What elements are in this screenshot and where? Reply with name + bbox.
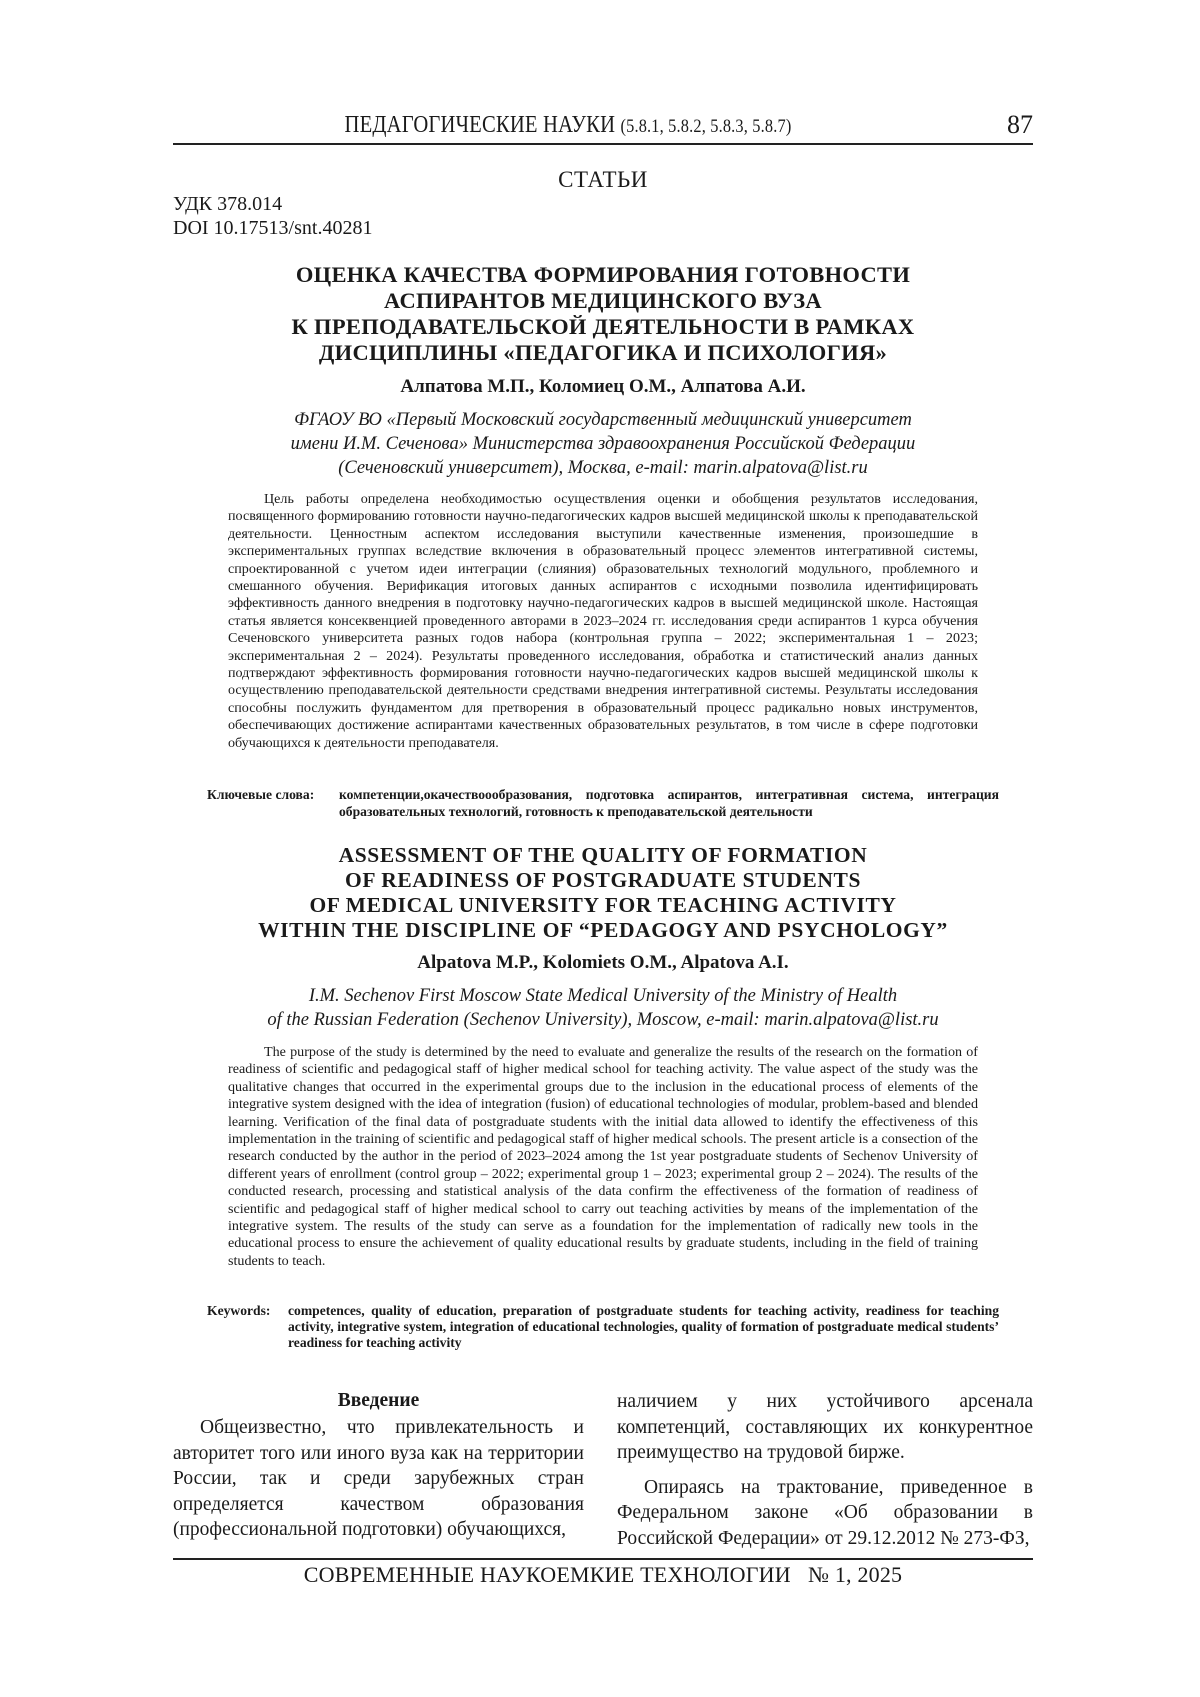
keywords-ru-text: компетенции,окачествоообразования, подготовка аспирантов, интегративная система, интеграция образовательных технологий, готовность к преподавательской деятельности [339, 787, 999, 819]
title-en [200, 843, 1006, 943]
journal-name: СОВРЕМЕННЫЕ НАУКОЕМКИЕ ТЕХНОЛОГИИ [303, 1562, 791, 1587]
abstract-ru: Цель работы определена необходимостью осуществления оценки и обобщения результатов исследования, посвященного формированию готовности научно-педагогических кадров высшей медицинской школы к преподавательской деятельности. Ценностным аспектом исследования выступили качественные изменения, произошедшие в экспериментальных группах вследствие включения в образовательный процесс элементов интегративной системы, спроектированной с учетом идеи интеграции (слияния) образовательных технологий модульного, проблемного и смешанного обучения. Верификация итоговых данных аспирантов с исходными позволила идентифицировать эффективность данного внедрения в подготовку научно-педагогических кадров в высшей медицинской школе. Настоящая статья является консеквенцией проведенного авторами в 2023–2024 гг. исследования среди аспирантов 1 курса обучения Сеченовского университета разных годов набора (контрольная группа – 2022; экспериментальная 1 – 2023; экспериментальная 2 – 2024). Результаты проведенного исследования, обработка и статистический анализ данных подтверждают эффективность формирования готовности научно-педагогических кадров высшей медицинской школы к осуществлению преподавательской деятельности средствами внедрения интегративной системы. Результаты исследования способны послужить фундаментом для претворения в образовательный процесс радикально новых инструментов, обеспечивающих достижение аспирантами качественных образовательных результатов, в том числе в сфере подготовки обучающихся к деятельности преподавателя. [228, 491, 978, 751]
body-column-left [173, 1389, 584, 1543]
body-paragraph: наличием у них устойчивого арсенала компетенций, составляющих их конкурентное преимущество на трудовой бирже. [617, 1391, 1033, 1464]
affiliation-ru-line: ФГАОУ ВО «Первый Московский государственный медицинский университет [294, 410, 912, 430]
abstract-en: The purpose of the study is determined by the need to evaluate and generalize the results of the research on the formation of readiness of scientific and pedagogical staff of higher medical school for teaching activity. The value aspect of the study was the qualitative changes that occurred in the experimental groups due to the inclusion in the educational process of elements of the integrative system designed with the idea of integration (fusion) of educational technologies of modular, problem-based and blended learning. Verification of the final data of postgraduate students with the initial data allowed to identify the effectiveness of this implementation in the training of scientific and pedagogical staff of higher medical schools. The present article is a consection of the research conducted by the author in the period of 2023–2024 among the 1st year postgraduate students of Sechenov University of different years of enrollment (control group – 2022; experimental group 1 – 2023; experimental group 2 – 2024). The results of the conducted research, processing and statistical analysis of the data confirm the effectiveness of the formation of readiness of scientific and pedagogical staff of higher medical school to carry out teaching activities by means of the implementation of the integrative system. The results of the study can serve as a foundation for the implementation of radically new tools in the educational process to ensure the achievement of quality educational results by graduate students, including in the field of training students to teach. [228, 1044, 978, 1269]
running-footer [173, 1562, 1033, 1588]
journal-issue: № 1, 2025 [807, 1562, 903, 1587]
section-label: СТАТЬИ [558, 167, 648, 192]
keywords-ru [207, 786, 999, 820]
doi: DOI 10.17513/snt.40281 [173, 217, 373, 239]
intro-heading: Введение [337, 1390, 420, 1411]
header-rule [173, 143, 1033, 145]
page-number: 87 [1007, 110, 1033, 139]
title-ru-line: К ПРЕПОДАВАТЕЛЬСКОЙ ДЕЯТЕЛЬНОСТИ В РАМКАХ [291, 314, 915, 339]
keywords-ru-label: Ключевые слова: [207, 787, 315, 802]
running-header [173, 108, 1033, 142]
title-ru-line: ОЦЕНКА КАЧЕСТВА ФОРМИРОВАНИЯ ГОТОВНОСТИ [295, 262, 911, 287]
affiliation-en [230, 984, 976, 1032]
udc-code: УДК 378.014 [173, 193, 283, 215]
affiliation-ru-line: (Сеченовский университет), Москва, e-mail: marin.alpatova@list.ru [338, 458, 868, 478]
body-paragraph: Опираясь на трактование, приведенное в Федеральном законе «Об образовании в Российской Федерации» от 29.12.2012 № 273-ФЗ, [617, 1476, 1033, 1549]
title-en-line: ASSESSMENT OF THE QUALITY OF FORMATION [338, 843, 868, 867]
body-paragraph: Общеизвестно, что привлекательность и авторитет того или иного вуза как на территории России, так и среди зарубежных стран определяется качеством образования (профессиональной подготовки) обучающихся, [173, 1417, 584, 1541]
affiliation-en-line: of the Russian Federation (Sechenov University), Moscow, e-mail: marin.alpatova@list.ru [267, 1010, 939, 1030]
article-identifiers [173, 192, 372, 240]
specialty-codes: (5.8.1, 5.8.2, 5.8.3, 5.8.7) [620, 116, 792, 137]
footer-rule [173, 1558, 1033, 1560]
keywords-en-label: Keywords: [207, 1303, 271, 1318]
keywords-en-text: competences, quality of education, preparation of postgraduate students for teaching activity, readiness for teaching activity, integrative system, integration of educational technologies, quality of formation of postgraduate medical students’ readiness for teaching activity [288, 1303, 999, 1350]
title-en-line: OF MEDICAL UNIVERSITY FOR TEACHING ACTIVITY [309, 893, 897, 917]
title-ru-line: ДИСЦИПЛИНЫ «ПЕДАГОГИКА И ПСИХОЛОГИЯ» [318, 340, 888, 365]
title-ru [200, 262, 1006, 366]
title-en-line: OF READINESS OF POSTGRADUATE STUDENTS [345, 868, 861, 892]
title-en-line: WITHIN THE DISCIPLINE OF “PEDAGOGY AND PSYCHOLOGY” [258, 918, 948, 942]
journal-section: ПЕДАГОГИЧЕСКИЕ НАУКИ [344, 112, 616, 138]
running-title [228, 108, 907, 144]
affiliation-ru-line: имени И.М. Сеченова» Министерства здравоохранения Российской Федерации [290, 434, 916, 454]
authors-en: Alpatova M.P., Kolomiets O.M., Alpatova A.I. [417, 952, 789, 973]
keywords-en [207, 1303, 999, 1351]
authors-ru: Алпатова М.П., Коломиец О.М., Алпатова А.И. [400, 376, 806, 397]
affiliation-ru [230, 408, 976, 480]
affiliation-en-line: I.M. Sechenov First Moscow State Medical University of the Ministry of Health [308, 986, 898, 1006]
body-column-right [617, 1389, 1033, 1552]
title-ru-line: АСПИРАНТОВ МЕДИЦИНСКОГО ВУЗА [384, 288, 822, 313]
